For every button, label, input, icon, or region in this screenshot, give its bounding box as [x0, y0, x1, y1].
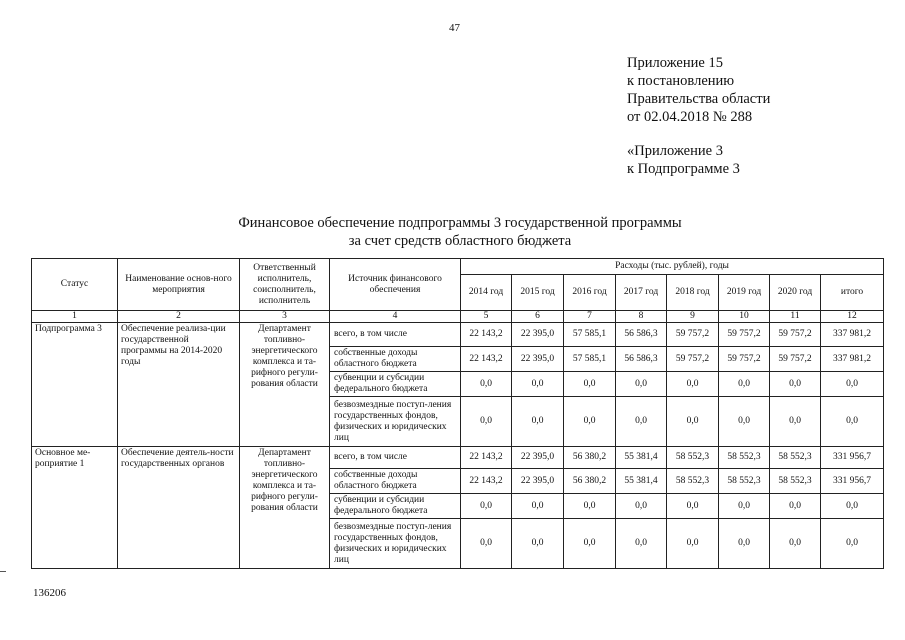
value-cell: 0,0: [821, 372, 884, 397]
value-cell: 0,0: [564, 494, 616, 519]
value-cell: 58 552,3: [667, 469, 719, 494]
source-cell: собственные доходы областного бюджета: [330, 347, 461, 372]
appendix-line: к постановлению: [627, 73, 735, 89]
value-cell: 0,0: [667, 494, 719, 519]
header-status: Статус: [32, 259, 118, 311]
column-number: 5: [461, 311, 512, 323]
header-year: 2016 год: [564, 275, 616, 311]
value-cell: 0,0: [564, 372, 616, 397]
value-cell: 57 585,1: [564, 323, 616, 347]
source-cell: собственные доходы областного бюджета: [330, 469, 461, 494]
executor-cell: Департамент топливно-энергетического комплекса и та-рифного регули-рования области: [240, 323, 330, 447]
value-cell: 0,0: [616, 372, 667, 397]
value-cell: 0,0: [667, 397, 719, 447]
column-number: 3: [240, 311, 330, 323]
value-cell: 337 981,2: [821, 347, 884, 372]
footer-code: 136206: [33, 587, 66, 599]
value-cell: 22 395,0: [512, 469, 564, 494]
status-cell: Основное ме-роприятие 1: [32, 447, 118, 569]
value-cell: 59 757,2: [770, 323, 821, 347]
source-cell: субвенции и субсидии федерального бюджета: [330, 494, 461, 519]
value-cell: 0,0: [719, 397, 770, 447]
sub-appendix-line: к Подпрограмме 3: [627, 161, 740, 177]
value-cell: 0,0: [719, 519, 770, 569]
header-expenses: Расходы (тыс. рублей), годы: [461, 259, 884, 275]
value-cell: 0,0: [616, 494, 667, 519]
column-number: 1: [32, 311, 118, 323]
value-cell: 22 395,0: [512, 347, 564, 372]
appendix-line: Приложение 15: [627, 55, 723, 71]
value-cell: 57 585,1: [564, 347, 616, 372]
sub-appendix-reference: [627, 142, 740, 178]
source-cell: безвозмездные поступ-ления государственных фондов, физических и юридических лиц: [330, 519, 461, 569]
value-cell: 0,0: [770, 519, 821, 569]
value-cell: 0,0: [667, 372, 719, 397]
header-executor: Ответственный исполнитель, соисполнитель, исполнитель: [240, 259, 330, 311]
value-cell: 0,0: [512, 519, 564, 569]
value-cell: 55 381,4: [616, 469, 667, 494]
value-cell: 0,0: [667, 519, 719, 569]
value-cell: 0,0: [821, 519, 884, 569]
value-cell: 58 552,3: [770, 469, 821, 494]
value-cell: 56 380,2: [564, 469, 616, 494]
column-number: 4: [330, 311, 461, 323]
value-cell: 0,0: [770, 397, 821, 447]
appendix-reference: [627, 54, 770, 126]
value-cell: 0,0: [616, 397, 667, 447]
value-cell: 22 395,0: [512, 323, 564, 347]
value-cell: 59 757,2: [667, 347, 719, 372]
column-number: 12: [821, 311, 884, 323]
value-cell: 0,0: [564, 397, 616, 447]
value-cell: 0,0: [461, 494, 512, 519]
title-line-2: за счет средств областного бюджета: [348, 233, 572, 249]
status-cell: Подпрограмма 3: [32, 323, 118, 447]
value-cell: 0,0: [564, 519, 616, 569]
appendix-line: Правительства области: [627, 91, 771, 107]
source-cell: безвозмездные поступ-ления государственных фондов, физических и юридических лиц: [330, 397, 461, 447]
value-cell: 56 586,3: [616, 323, 667, 347]
activity-cell: Обеспечение деятель-ности государственных органов: [118, 447, 240, 569]
value-cell: 58 552,3: [667, 447, 719, 469]
value-cell: 58 552,3: [719, 469, 770, 494]
value-cell: 0,0: [512, 494, 564, 519]
column-number: 7: [564, 311, 616, 323]
value-cell: 56 586,3: [616, 347, 667, 372]
column-number: 11: [770, 311, 821, 323]
value-cell: 59 757,2: [719, 347, 770, 372]
value-cell: 331 956,7: [821, 447, 884, 469]
table-row: [32, 323, 884, 347]
column-number: 6: [512, 311, 564, 323]
column-number: 10: [719, 311, 770, 323]
source-cell: субвенции и субсидии федерального бюджета: [330, 372, 461, 397]
value-cell: 55 381,4: [616, 447, 667, 469]
value-cell: 0,0: [821, 494, 884, 519]
value-cell: 56 380,2: [564, 447, 616, 469]
value-cell: 22 143,2: [461, 447, 512, 469]
header-year: 2015 год: [512, 275, 564, 311]
executor-cell: Департамент топливно-энергетического комплекса и та-рифного регули-рования области: [240, 447, 330, 569]
value-cell: 0,0: [616, 519, 667, 569]
column-number: 2: [118, 311, 240, 323]
value-cell: 59 757,2: [770, 347, 821, 372]
header-total: итого: [821, 275, 884, 311]
value-cell: 331 956,7: [821, 469, 884, 494]
value-cell: 0,0: [821, 397, 884, 447]
value-cell: 59 757,2: [719, 323, 770, 347]
value-cell: 0,0: [461, 519, 512, 569]
sub-appendix-line: «Приложение 3: [627, 143, 723, 159]
header-year: 2017 год: [616, 275, 667, 311]
title-line-1: Финансовое обеспечение подпрограммы 3 государственной программы: [238, 215, 682, 231]
value-cell: 0,0: [461, 397, 512, 447]
value-cell: 22 143,2: [461, 469, 512, 494]
value-cell: 0,0: [512, 397, 564, 447]
header-year: 2020 год: [770, 275, 821, 311]
value-cell: 0,0: [719, 494, 770, 519]
activity-cell: Обеспечение реализа-ции государственной программы на 2014-2020 годы: [118, 323, 240, 447]
financing-table: [31, 258, 884, 569]
value-cell: 58 552,3: [770, 447, 821, 469]
margin-mark: [0, 571, 6, 572]
value-cell: 58 552,3: [719, 447, 770, 469]
value-cell: 337 981,2: [821, 323, 884, 347]
header-year: 2019 год: [719, 275, 770, 311]
source-cell: всего, в том числе: [330, 447, 461, 469]
value-cell: 0,0: [512, 372, 564, 397]
appendix-line: от 02.04.2018 № 288: [627, 109, 753, 125]
value-cell: 0,0: [770, 372, 821, 397]
value-cell: 22 143,2: [461, 347, 512, 372]
column-number: 9: [667, 311, 719, 323]
table-row: [32, 447, 884, 469]
value-cell: 0,0: [461, 372, 512, 397]
header-year: 2018 год: [667, 275, 719, 311]
header-activity: Наименование основ-ного мероприятия: [118, 259, 240, 311]
value-cell: 0,0: [719, 372, 770, 397]
page-number: 47: [449, 22, 460, 34]
value-cell: 59 757,2: [667, 323, 719, 347]
column-number: 8: [616, 311, 667, 323]
header-year: 2014 год: [461, 275, 512, 311]
value-cell: 22 143,2: [461, 323, 512, 347]
header-source: Источник финансового обеспечения: [330, 259, 461, 311]
value-cell: 0,0: [770, 494, 821, 519]
value-cell: 22 395,0: [512, 447, 564, 469]
source-cell: всего, в том числе: [330, 323, 461, 347]
document-title: [160, 214, 760, 250]
